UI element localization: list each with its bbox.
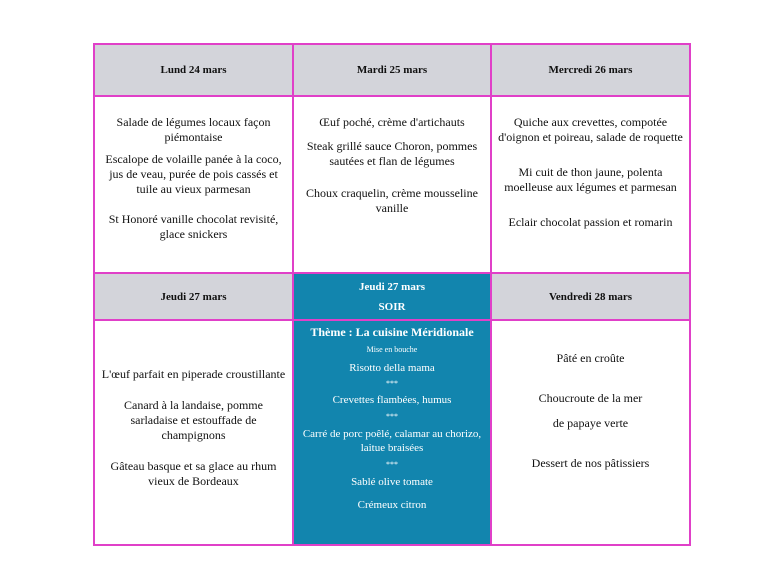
menu-item: Risotto della mama [349, 362, 435, 374]
menu-friday [492, 321, 691, 546]
menu-item: Steak grillé sauce Choron, pommes sautées et flan de légumes [306, 139, 478, 168]
menu-item: Sablé olive tomate [351, 476, 433, 488]
menu-item: Carré de porc poêlé, calamar au chorizo, laitue braisées [302, 428, 482, 454]
menu-wednesday [492, 97, 691, 274]
menu-item: Choux craquelin, crème mousseline vanille [306, 186, 478, 215]
menu-thursday-evening [294, 321, 492, 546]
menu-item: Crémeux citron [357, 499, 427, 511]
header-tuesday-label: Mardi 25 mars [356, 64, 428, 76]
menu-item: de papaye verte [552, 416, 629, 430]
header-thursday-evening-subtitle: SOIR [378, 300, 406, 313]
menu-item: Canard à la landaise, pomme sarladaise et estouffade de champignons [124, 398, 263, 442]
amuse-bouche-label: Mise en bouche [366, 345, 418, 354]
menu-tuesday [294, 97, 492, 274]
menu-item: Crevettes flambées, humus [332, 394, 452, 406]
header-friday [492, 274, 691, 321]
header-thursday-label: Jeudi 27 mars [160, 290, 227, 303]
menu-item: Choucroute de la mer [538, 391, 643, 405]
menu-monday [95, 97, 294, 274]
header-monday-label: Lund 24 mars [160, 64, 227, 76]
header-monday [95, 45, 294, 97]
menu-item: Salade de légumes locaux façon piémontaise [116, 115, 271, 144]
menu-item: Gâteau basque et sa glace au rhum vieux de Bordeaux [110, 459, 277, 488]
header-thursday [95, 274, 294, 321]
menu-thursday [95, 321, 294, 546]
menu-item: Eclair chocolat passion et romarin [508, 215, 673, 229]
theme-title: Thème : La cuisine Méridionale [310, 325, 474, 339]
menu-item: Escalope de volaille panée à la coco, jus de veau, purée de pois cassés et tuile au vieux parmesan [105, 152, 282, 196]
menu-item: Mi cuit de thon jaune, polenta moelleuse aux légumes et parmesan [504, 165, 677, 194]
menu-item: L'œuf parfait en piperade croustillante [101, 367, 286, 381]
menu-item: Quiche aux crevettes, compotée d'oignon et poireau, salade de roquette [498, 115, 683, 144]
separator: *** [386, 379, 398, 388]
separator: *** [386, 412, 398, 421]
header-tuesday [294, 45, 492, 97]
header-wednesday-label: Mercredi 26 mars [548, 64, 633, 76]
weekly-menu-table [93, 43, 691, 546]
menu-item: Dessert de nos pâtissiers [531, 456, 650, 470]
menu-item: Œuf poché, crème d'artichauts [319, 115, 465, 129]
separator: *** [386, 460, 398, 469]
header-thursday-evening [294, 274, 492, 321]
header-thursday-evening-label: Jeudi 27 mars [359, 280, 425, 293]
header-wednesday [492, 45, 691, 97]
header-friday-label: Vendredi 28 mars [548, 290, 633, 303]
menu-item: St Honoré vanille chocolat revisité, glace snickers [108, 212, 279, 241]
menu-item: Pâté en croûte [556, 351, 625, 365]
